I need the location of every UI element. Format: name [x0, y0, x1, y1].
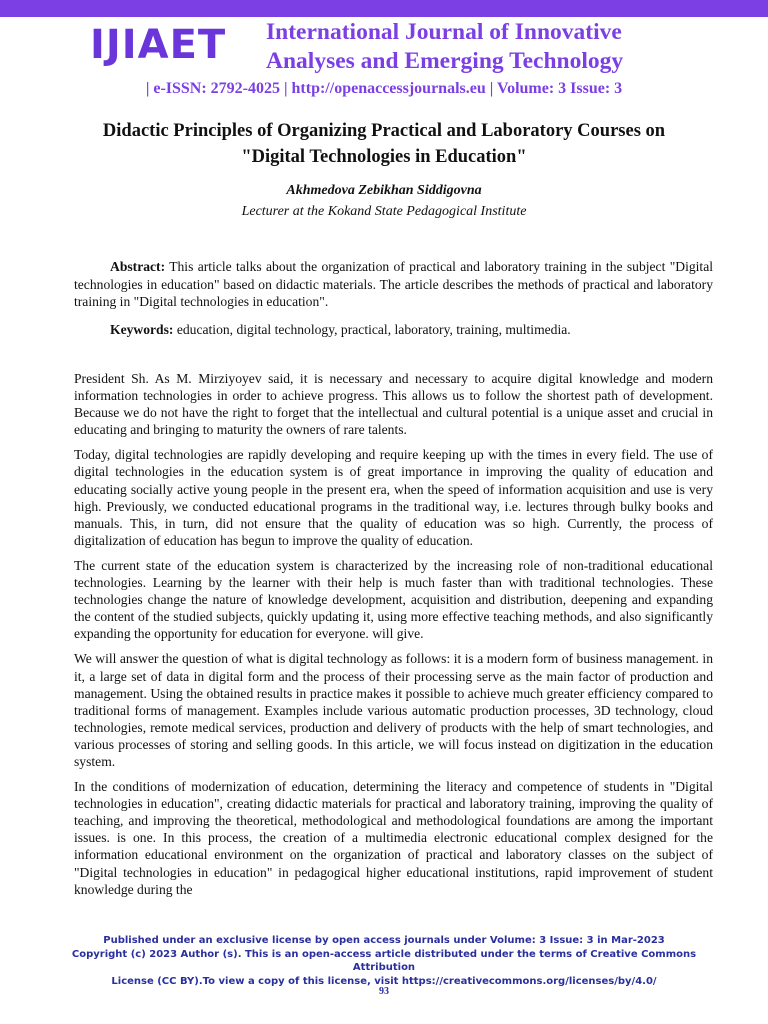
keywords: [74, 321, 713, 339]
keywords-label: Keywords:: [110, 322, 174, 337]
journal-title-line-2: Analyses and Emerging Technology: [266, 48, 624, 74]
article-body: [74, 370, 713, 906]
page-number: 93: [379, 986, 389, 997]
footer-line-3: License (CC BY).To view a copy of this license, visit https://creativecommons.org/licenses/by/4.0/: [111, 975, 657, 987]
abstract-text: This article talks about the organization of practical and laboratory training in the subject "Digital technologies in education" based on didactic materials. The article describes the methods of practical and laboratory training in "Digital technologies in education".: [74, 259, 713, 309]
body-paragraph-3: The current state of the education system is characterized by the increasing role of non-traditional educational technologies. Learning by the learner with their help is much faster than with traditional technologies. These technologies change the nature of knowledge development, acquisition and distribution, deepening and expanding the content of the studied subjects, quickly updating it, using more effective teaching methods, and also significantly expanding the opportunity for education for everyone. will give.: [74, 557, 713, 642]
journal-title-line-1: International Journal of Innovative: [266, 19, 622, 45]
abstract: [74, 258, 713, 311]
paper-title: [60, 118, 708, 170]
footer-line-2: Copyright (c) 2023 Author (s). This is an open-access article distributed under the terms of Creative Commons Attribution: [71, 948, 697, 973]
author-name: Akhmedova Zebikhan Siddigovna: [286, 183, 482, 198]
abstract-label: Abstract:: [110, 259, 166, 274]
keywords-text: education, digital technology, practical, laboratory, training, multimedia.: [173, 322, 571, 337]
journal-title: [266, 18, 686, 76]
paper-title-line-1: Didactic Principles of Organizing Practical and Laboratory Courses on: [102, 121, 666, 141]
author-affiliation: Lecturer at the Kokand State Pedagogical Institute: [241, 204, 527, 219]
journal-logo: IJIAET: [90, 22, 227, 68]
body-paragraph-1: President Sh. As M. Mirziyoyev said, it is necessary and necessary to acquire digital knowledge and modern information technologies in order to achieve progress. This allows us to follow the shortest path of development. Because we do not have the right to forget that the intellectual and cultural potential is a unique asset and crucial in educating and bringing to maturity the owners of rare talents.: [74, 371, 713, 438]
issn-line: [0, 80, 768, 98]
issn-text: | e-ISSN: 2792-4025 | http://openaccessjournals.eu | Volume: 3 Issue: 3: [145, 80, 623, 97]
footer-line-1: Published under an exclusive license by open access journals under Volume: 3 Issue: 3 in Mar-2023: [103, 935, 665, 946]
body-paragraph-4: We will answer the question of what is digital technology as follows: it is a modern form of business management. in it, a large set of data in digital form and the process of their processing serve as the main factor of production and management. Using the obtained results in practice makes it possible to achieve much greater efficiency compared to traditional forms of management. Examples include various automatic production processes, 3D technology, cloud technologies, remote medical services, production and delivery of products with the help of smart technologies, and various processes of storing and selling goods. In this article, we will focus instead on digitization in the education system.: [74, 651, 713, 769]
paper-title-line-2: "Digital Technologies in Education": [241, 147, 527, 167]
body-paragraph-2: Today, digital technologies are rapidly developing and require keeping up with the times in every field. The use of digital technologies in the education system is of great importance in improving the quality of education and educating socially active young people in the present era, when the speed of information acquisition and use is very high. Previously, we conducted educational programs in the traditional way, i.e. lectures through bulky books and manuals. This, in turn, did not ensure that the quality of education was so high. Currently, the process of digitalization of education has begun to improve the quality of education.: [74, 447, 713, 548]
header-color-bar: [0, 0, 768, 17]
license-footer: [40, 934, 728, 988]
body-paragraph-5: In the conditions of modernization of education, determining the literacy and competence of students in "Digital technologies in education", creating didactic materials for practical and laboratory training, improving the quality of teaching, and improving the theoretical, methodological and methodological foundations are among the important issues. is one. In this process, the creation of a multimedia electronic educational complex designed for the information educational environment on the organization of practical and laboratory classes on the subject of "Digital technologies in education" in pedagogical higher educational institutions, rapid improvement of student knowledge during the: [74, 779, 713, 897]
